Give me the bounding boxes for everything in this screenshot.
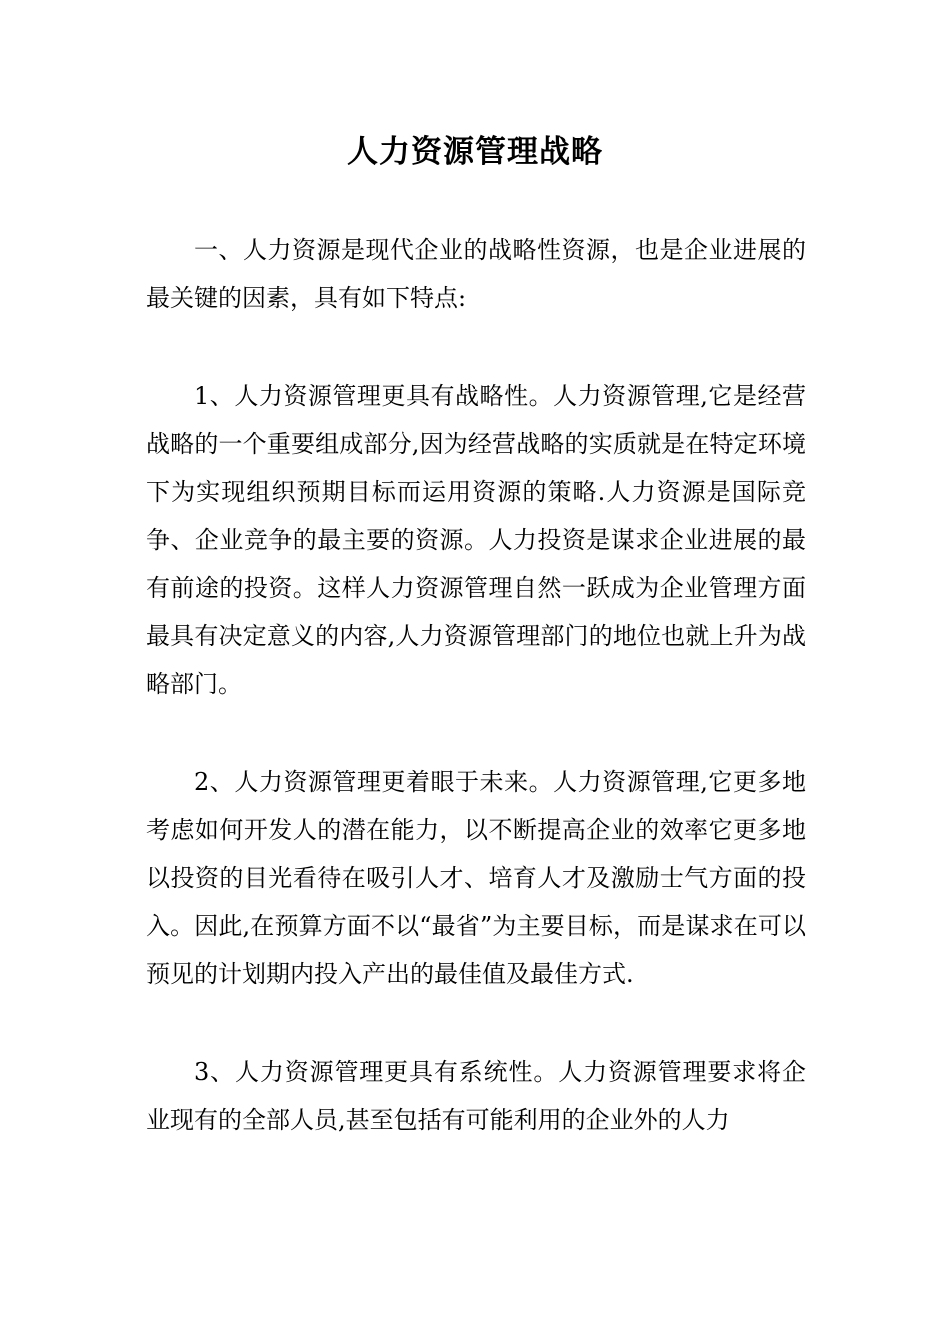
paragraph-1: 一、人力资源是现代企业的战略性资源，也是企业进展的最关键的因素，具有如下特点: <box>146 236 806 312</box>
paragraph-2: 1、人力资源管理更具有战略性。人力资源管理,它是经营战略的一个重要组成部分,因为经营战略的实质就是在特定环境下为实现组织预期目标而运用资源的策略.人力资源是国际竞争、企业竞争的最主要的资源。人力投资是谋求企业进展的最有前途的投资。这样人力资源管理自然一跃成为企业管理方面最具有决定意义的内容,人力资源管理部门的地位也就上升为战略部门。 <box>146 382 806 698</box>
document-title: 人力资源管理战略 <box>347 134 603 170</box>
paragraph-4: 3、人力资源管理更具有系统性。人力资源管理要求将企业现有的全部人员,甚至包括有可能利用的企业外的人力 <box>146 1058 806 1134</box>
document-body <box>146 226 806 1144</box>
paragraph-3: 2、人力资源管理更着眼于未来。人力资源管理,它更多地考虑如何开发人的潜在能力，以不断提高企业的效率它更多地以投资的目光看待在吸引人才、培育人才及激励士气方面的投入。因此,在预算方面不以“最省”为主要目标，而是谋求在可以预见的计划期内投入产出的最佳值及最佳方式. <box>146 768 806 988</box>
